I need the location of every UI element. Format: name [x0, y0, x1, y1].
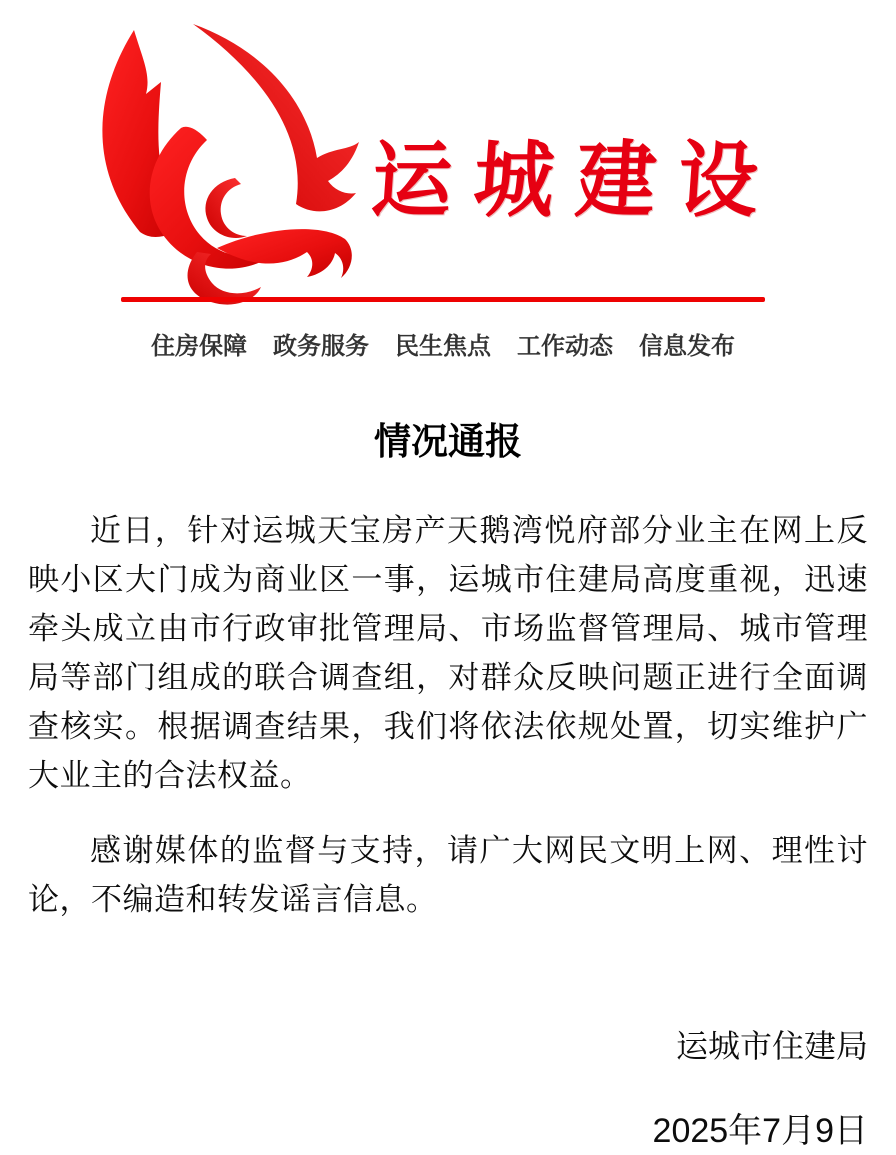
notice-paragraph-1: 近日，针对运城天宝房产天鹅湾悦府部分业主在网上反映小区大门成为商业区一事，运城市住建局高度重视，迅速牵头成立由市行政审批管理局、市场监督管理局、城市管理局等部门组成的联合调查组，对群众反映问题正进行全面调查核实。根据调查结果，我们将依法依规处置，切实维护广大业主的合法权益。 [28, 513, 868, 793]
red-divider-line [121, 297, 765, 302]
nav-item-livelihood-focus[interactable]: 民生焦点 [395, 333, 491, 360]
phoenix-ribbon-logo-icon [85, 20, 313, 290]
notice-paragraph-2: 感谢媒体的监督与支持，请广大网民文明上网、理性讨论，不编造和转发谣言信息。 [28, 833, 868, 917]
notice-body [0, 420, 896, 1155]
nav-item-information-release[interactable]: 信息发布 [639, 333, 735, 360]
phoenix-logo-svg [85, 20, 313, 290]
brand-title: 运城建设 [368, 134, 784, 227]
publication-date: 2025年7月9日 [652, 1112, 868, 1150]
nav-item-housing-security[interactable]: 住房保障 [151, 333, 247, 360]
nav-item-work-updates[interactable]: 工作动态 [517, 333, 613, 360]
nav-item-government-services[interactable]: 政务服务 [273, 333, 369, 360]
notice-title: 情况通报 [374, 421, 522, 462]
nav-menu [121, 326, 765, 361]
issuing-authority: 运城市住建局 [675, 1028, 868, 1064]
